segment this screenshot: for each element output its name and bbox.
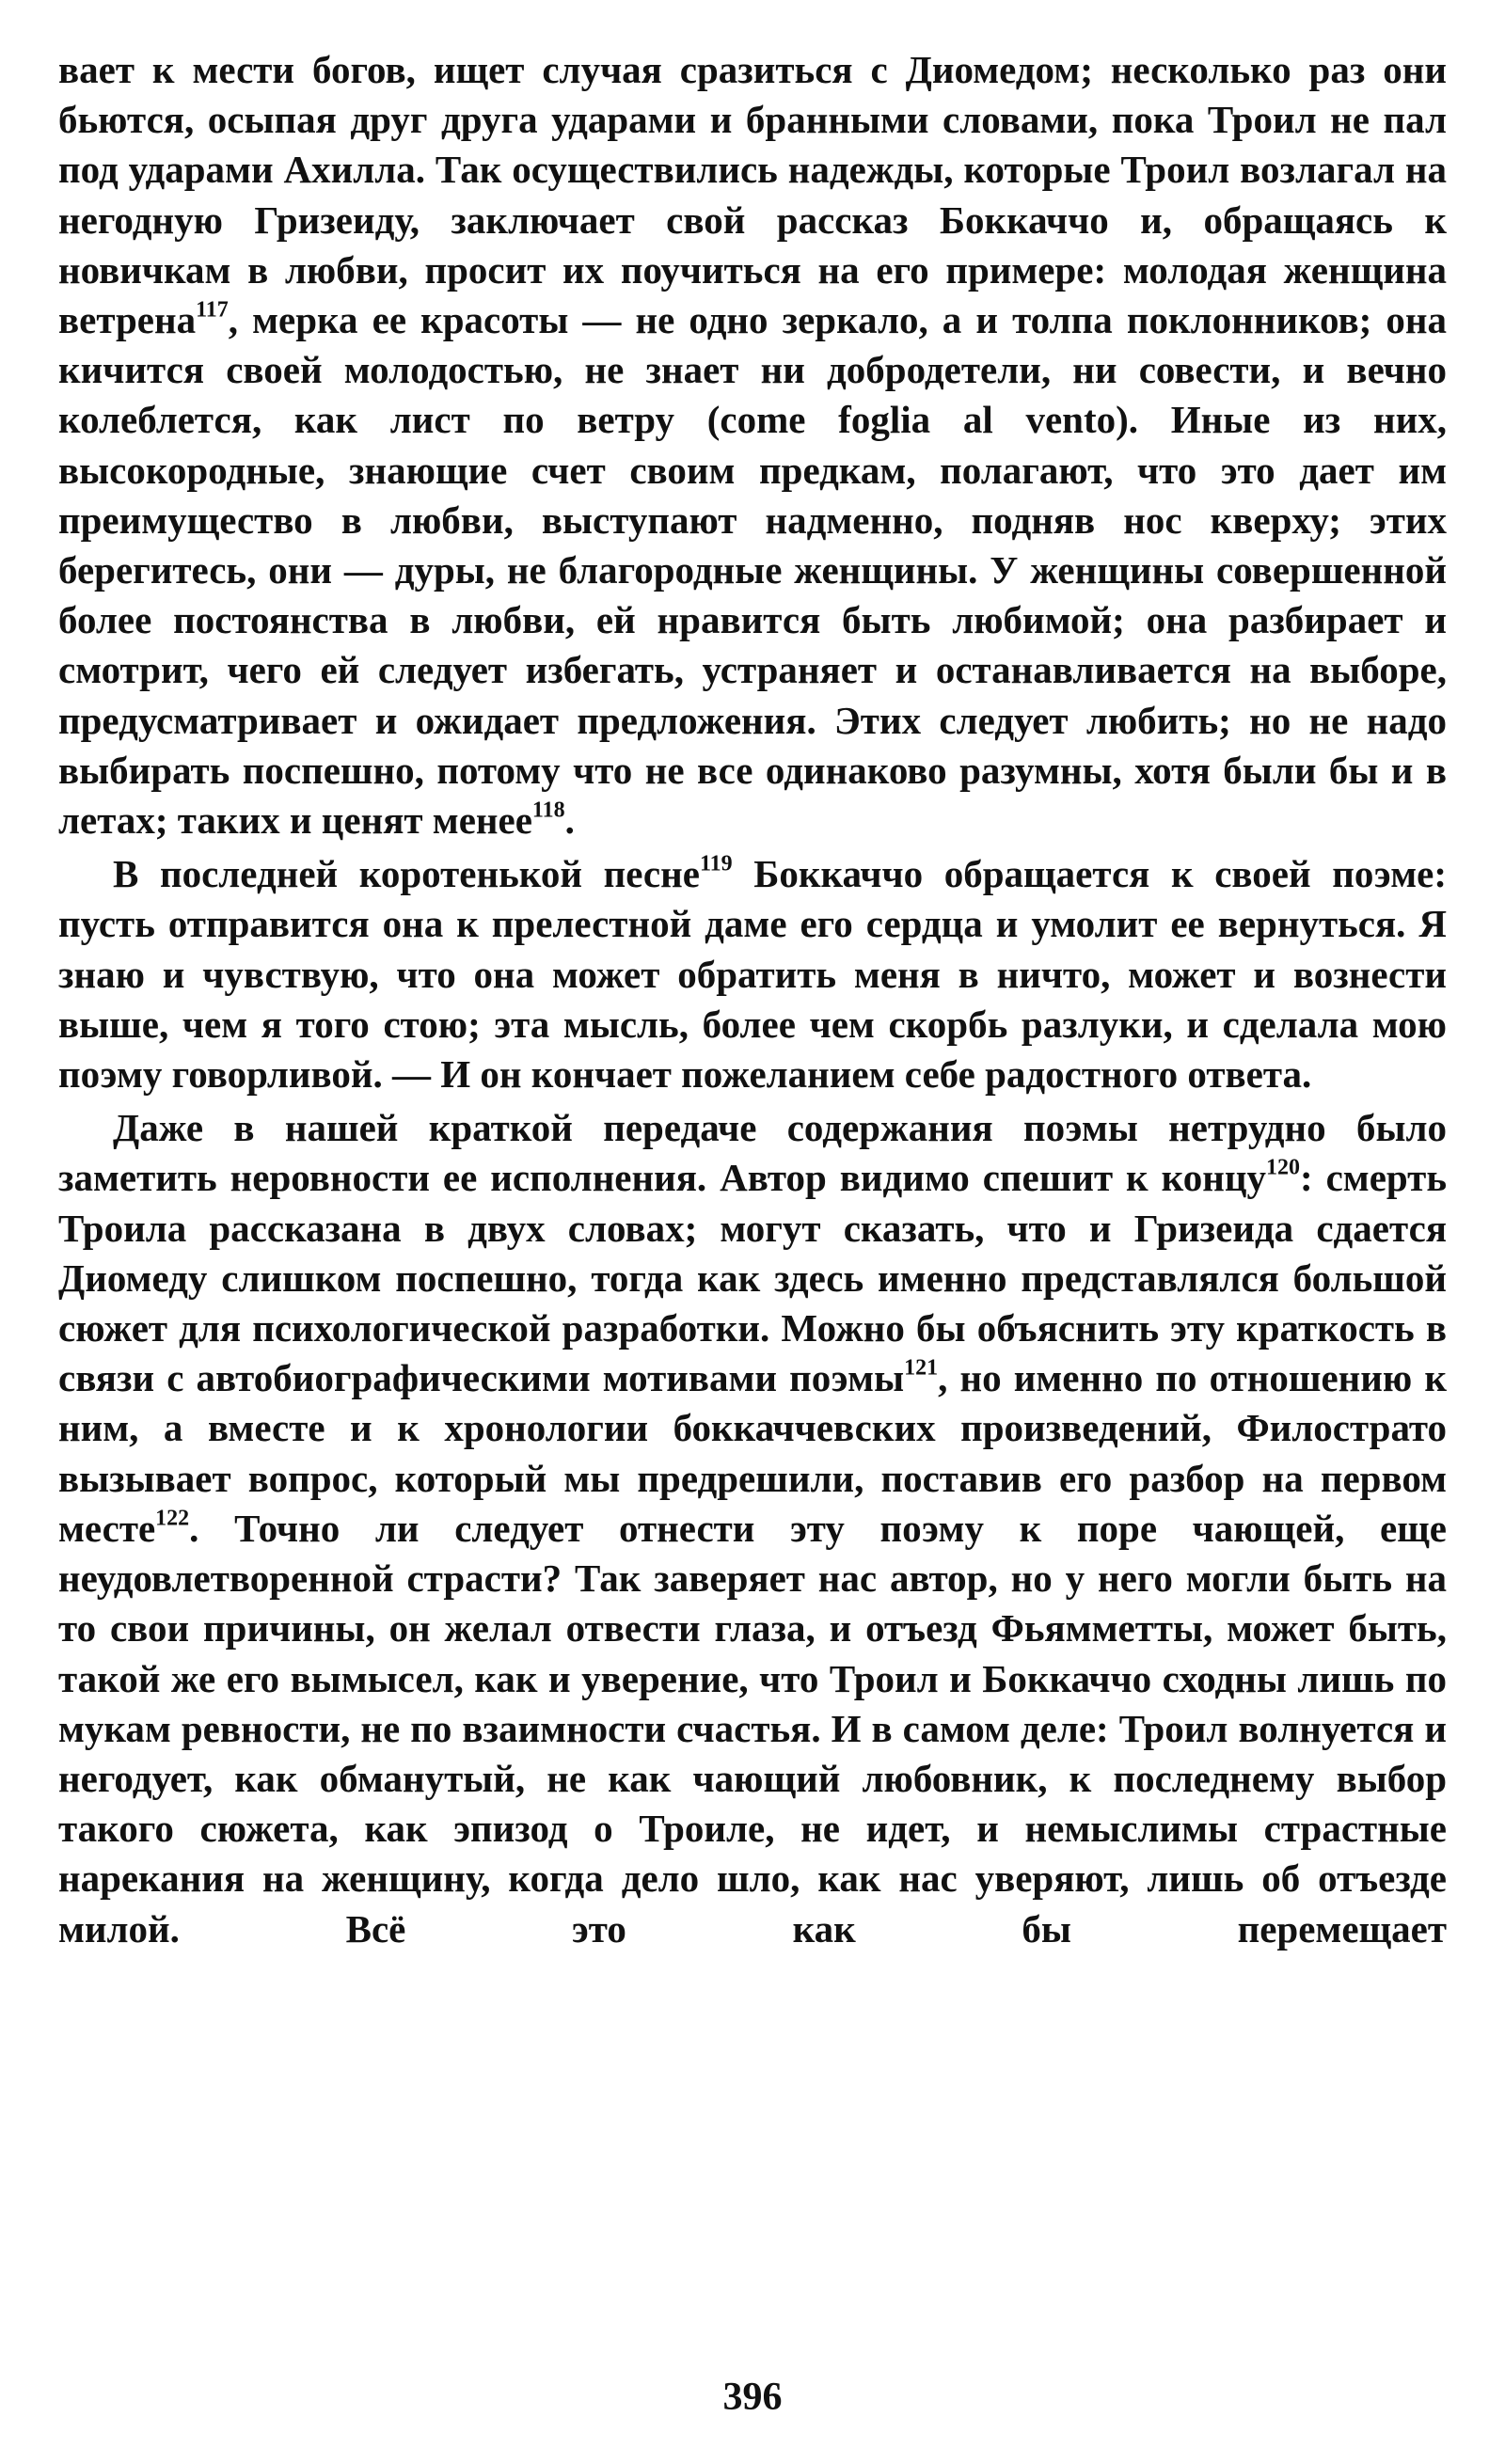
page-number: 396 xyxy=(722,2376,783,2419)
text-run: вает к мести богов, ищет случая сразиться с Диомедом; несколько раз они бьются, осыпая друг друга ударами и бранными словами, пока Троил не пал под ударами Ахилла. Так осуществились надежды, которые Троил возлагал на негодную Гризеиду, заключает свой рассказ Боккаччо и, обращаясь к новичкам в любви, просит их поучиться на его примере: молодая женщина ветрена xyxy=(58,48,1447,342)
paragraph xyxy=(58,45,1447,845)
text-run: В последней коротенькой песне xyxy=(113,852,700,896)
text-run: , мерка ее красоты — не одно зеркало, а и толпа поклонников; она кичится своей молодостью, не знает ни добродетели, ни совести, и вечно колеблется, как лист по ветру (come foglia al vento). Иные из них, высокородные, знающие счет своим предкам, полагают, что это дает им преимущество в любви, выступают надменно, подняв нос кверху; этих берегитесь, они — дуры, не благородные женщины. У женщины совершенной более постоянства в любви, ей нравится быть любимой; она разбирает и смотрит, чего ей следует избегать, устраняет и останавливается на выборе, предусматривает и ожидает предложения. Этих следует любить; но не надо выбирать поспешно, потому что не все одинаково разумны, хотя были бы и в летах; таких и ценят менее xyxy=(58,298,1447,843)
book-page xyxy=(58,45,1447,2434)
text-run: Даже в нашей краткой передаче содержания поэмы нетрудно было заметить неровности ее исполнения. Автор видимо спешит к концу xyxy=(58,1106,1447,1200)
footnote-marker: 122 xyxy=(155,1506,190,1531)
text-run: , но именно по отношению к ним, а вместе и к хронологии боккаччевских произведений, Филострато вызывает вопрос, который мы предрешили, поставив его разбор на первом месте xyxy=(58,1356,1447,1550)
footnote-marker: 119 xyxy=(699,851,733,877)
text-run: Боккаччо обращается к своей поэме: пусть отправится она к прелестной даме его сердца и умолит ее вернуться. Я знаю и чувствую, что она может обратить меня в ничто, может и вознести выше, чем я того стою; эта мысль, более чем скорбь разлуки, и сделала мою поэму говорливой. — И он кончает пожеланием себе радостного ответа. xyxy=(58,852,1447,1097)
text-run: . xyxy=(564,798,575,843)
footnote-marker: 118 xyxy=(531,798,565,823)
footnote-marker: 121 xyxy=(904,1356,939,1382)
paragraph xyxy=(58,849,1447,1099)
footnote-marker: 120 xyxy=(1265,1156,1300,1181)
paragraph xyxy=(58,1103,1447,1953)
body-text xyxy=(58,45,1447,1954)
footnote-marker: 117 xyxy=(196,297,229,323)
text-run: : смерть Троила рассказана в двух словах; могут сказать, что и Гризеида сдается Диомеду слишком поспешно, тогда как здесь именно представлялся большой сюжет для психологической разработки. Можно бы объяснить эту краткость в связи с автобиографическими мотивами поэмы xyxy=(58,1156,1448,1400)
text-run: . Точно ли следует отнести эту поэму к поре чающей, еще неудовлетворенной страсти? Так заверяет нас автор, но у него могли быть на то свои причины, он желал отвести глаза, и отъезд Фьямметты, может быть, такой же его вымысел, как и уверение, что Троил и Боккаччо сходны лишь по мукам ревности, не по взаимности счастья. И в самом деле: Троил волнуется и негодует, как обманутый, не как чающий любовник, к последнему выбор такого сюжета, как эпизод о Троиле, не идет, и немыслимы страстные нарекания на женщину, когда дело шло, как нас уверяют, лишь об отъезде милой. Всё это как бы перемещает xyxy=(58,1506,1447,1951)
